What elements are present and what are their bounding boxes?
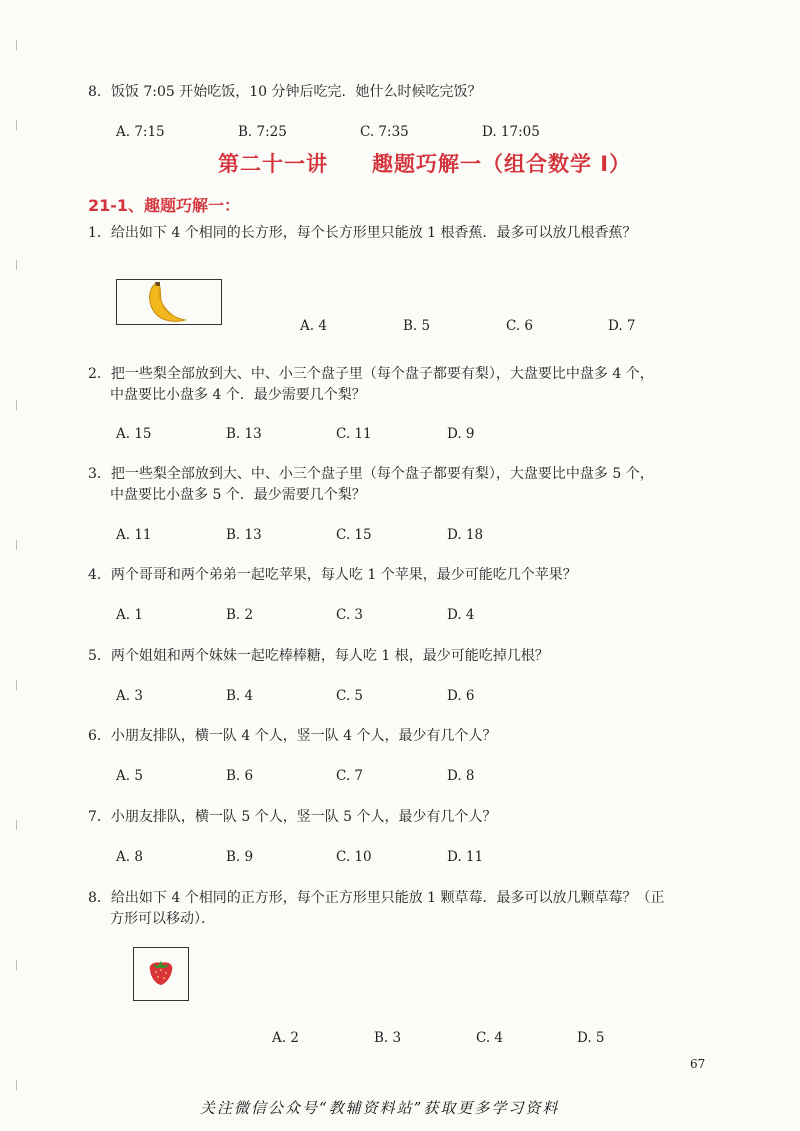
lecture-title: 第二十一讲 趣题巧解一（组合数学 I） bbox=[218, 152, 632, 176]
footer-note: 关注微信公众号“教辅资料站”获取更多学习资料 bbox=[200, 1099, 560, 1117]
banana-rectangle bbox=[116, 279, 222, 325]
banana-icon bbox=[117, 280, 220, 323]
prev-question-text: 8．饭饭 7:05 开始吃饭，10 分钟后吃完．她什么时候吃完饭？ bbox=[88, 84, 482, 100]
question-4-line-1: 4．两个哥哥和两个弟弟一起吃苹果，每人吃 1 个苹果，最少可能吃几个苹果？ bbox=[88, 567, 577, 583]
q7-option-a: A. 8 bbox=[116, 849, 143, 865]
q4-option-a: A. 1 bbox=[116, 607, 143, 623]
q6-option-c: C. 7 bbox=[336, 768, 364, 784]
q8-option-a: A. 2 bbox=[272, 1030, 299, 1046]
strawberry-icon bbox=[134, 948, 187, 999]
q2-option-b: B. 13 bbox=[226, 426, 262, 442]
question-3-line-1: 3．把一些梨全部放到大、中、小三个盘子里（每个盘子都要有梨），大盘要比中盘多 5 个， bbox=[88, 466, 654, 482]
q3-option-b: B. 13 bbox=[226, 527, 262, 543]
page-number: 67 bbox=[690, 1057, 706, 1071]
q5-option-a: A. 3 bbox=[116, 688, 143, 704]
q5-option-d: D. 6 bbox=[447, 688, 475, 704]
q4-option-c: C. 3 bbox=[336, 607, 364, 623]
q3-option-c: C. 15 bbox=[336, 527, 372, 543]
q1-option-d: D. 7 bbox=[608, 318, 636, 334]
question-2-line-1: 2．把一些梨全部放到大、中、小三个盘子里（每个盘子都要有梨），大盘要比中盘多 4 个， bbox=[88, 366, 654, 382]
q7-option-c: C. 10 bbox=[336, 849, 372, 865]
q4-option-d: D. 4 bbox=[447, 607, 475, 623]
q5-option-c: C. 5 bbox=[336, 688, 364, 704]
q3-option-d: D. 18 bbox=[447, 527, 484, 543]
q8-option-c: C. 4 bbox=[476, 1030, 504, 1046]
q6-option-d: D. 8 bbox=[447, 768, 475, 784]
question-2-line-2: 中盘要比小盘多 4 个．最少需要几个梨？ bbox=[110, 387, 366, 403]
question-7-line-1: 7．小朋友排队，横一队 5 个人，竖一队 5 个人，最少有几个人？ bbox=[88, 809, 497, 825]
q7-option-d: D. 11 bbox=[447, 849, 484, 865]
prev-option-b: B. 7:25 bbox=[238, 124, 287, 140]
q1-option-b: B. 5 bbox=[403, 318, 431, 334]
question-8-line-2: 方形可以移动）． bbox=[110, 911, 215, 927]
q4-option-b: B. 2 bbox=[226, 607, 254, 623]
q2-option-c: C. 11 bbox=[336, 426, 372, 442]
question-5-line-1: 5．两个姐姐和两个妹妹一起吃棒棒糖，每人吃 1 根，最少可能吃掉几根？ bbox=[88, 648, 549, 664]
strawberry-square bbox=[133, 947, 189, 1001]
q6-option-b: B. 6 bbox=[226, 768, 254, 784]
q8-option-d: D. 5 bbox=[577, 1030, 605, 1046]
question-6-line-1: 6．小朋友排队，横一队 4 个人，竖一队 4 个人，最少有几个人？ bbox=[88, 728, 497, 744]
prev-option-d: D. 17:05 bbox=[482, 124, 540, 140]
q8-option-b: B. 3 bbox=[374, 1030, 402, 1046]
q1-option-c: C. 6 bbox=[506, 318, 534, 334]
prev-option-a: A. 7:15 bbox=[116, 124, 165, 140]
q2-option-a: A. 15 bbox=[116, 426, 152, 442]
question-8-line-1: 8．给出如下 4 个相同的正方形，每个正方形里只能放 1 颗草莓．最多可以放几颗草莓？（正 bbox=[88, 890, 665, 906]
q1-option-a: A. 4 bbox=[300, 318, 327, 334]
q7-option-b: B. 9 bbox=[226, 849, 254, 865]
q2-option-d: D. 9 bbox=[447, 426, 475, 442]
section-title: 21-1、趣题巧解一： bbox=[88, 196, 241, 215]
question-3-line-2: 中盘要比小盘多 5 个．最少需要几个梨？ bbox=[110, 487, 366, 503]
question-1-line-1: 1．给出如下 4 个相同的长方形，每个长方形里只能放 1 根香蕉．最多可以放几根香蕉？ bbox=[88, 225, 637, 241]
q6-option-a: A. 5 bbox=[116, 768, 143, 784]
q3-option-a: A. 11 bbox=[116, 527, 152, 543]
q5-option-b: B. 4 bbox=[226, 688, 254, 704]
prev-option-c: C. 7:35 bbox=[360, 124, 409, 140]
